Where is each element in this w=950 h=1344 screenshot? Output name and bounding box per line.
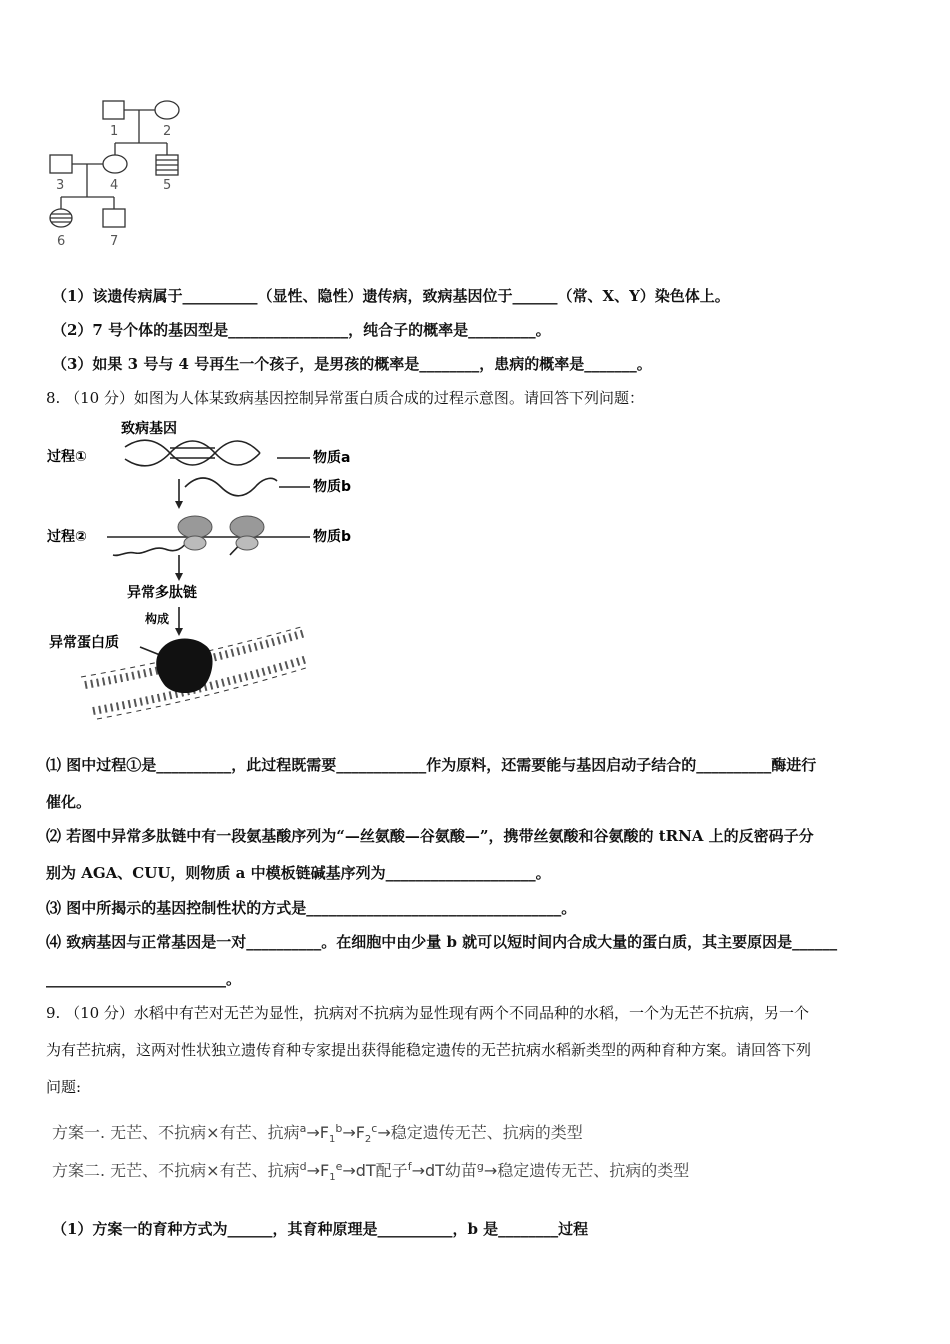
ribosome-2 bbox=[230, 516, 264, 550]
q9-stem-line1: 9. （10 分）水稻中有芒对无芒为显性，抗病对不抗病为显性现有两个不同品种的水稻，一个为无芒不抗病，另一个 bbox=[46, 1004, 809, 1022]
label-2: 2 bbox=[163, 124, 172, 139]
pedigree-diagram bbox=[40, 95, 200, 255]
scheme-one-step-b: b bbox=[335, 1122, 343, 1135]
label-7: 7 bbox=[110, 234, 119, 249]
label-gene: 致病基因 bbox=[121, 421, 177, 437]
q8-sub1-line1: ⑴ 图中过程①是__________，此过程既需要____________作为原料，还需要能与基因启动子结合的__________酶进行 bbox=[46, 756, 817, 774]
q7-part1: （1）该遗传病属于__________（显性、隐性）遗传病，致病基因位于______（常、X、Y）染色体上。 bbox=[52, 287, 730, 305]
label-1: 1 bbox=[110, 124, 119, 139]
q8-sub2-line1: ⑵ 若图中异常多肽链中有一段氨基酸序列为“—丝氨酸—谷氨酸—”，携带丝氨酸和谷氨酸的 tRNA 上的反密码子分 bbox=[46, 827, 814, 845]
label-3: 3 bbox=[56, 178, 65, 193]
scheme-one-f1: F bbox=[319, 1123, 329, 1142]
individual-4-female bbox=[103, 155, 127, 173]
scheme-two-step-f: f bbox=[407, 1160, 412, 1173]
label-substance-b2: 物质b bbox=[313, 529, 352, 545]
scheme-one-f2: F bbox=[355, 1123, 365, 1142]
individual-7-male bbox=[103, 209, 125, 227]
label-6: 6 bbox=[57, 234, 66, 249]
label-process2: 过程② bbox=[47, 529, 87, 545]
scheme-two-step-g: g bbox=[476, 1160, 484, 1173]
scheme-two-seedling: dT幼苗 bbox=[424, 1161, 477, 1180]
scheme-two-prefix: 方案二. 无芒、不抗病×有芒、抗病 bbox=[52, 1161, 300, 1180]
scheme-two-suffix: 稳定遗传无芒、抗病的类型 bbox=[497, 1161, 690, 1180]
label-process1: 过程① bbox=[47, 449, 87, 465]
q9-stem-line3: 问题: bbox=[46, 1078, 82, 1096]
label-protein: 异常蛋白质 bbox=[49, 635, 119, 651]
individual-3-male bbox=[50, 155, 72, 173]
label-polypeptide: 异常多肽链 bbox=[127, 585, 197, 601]
label-substance-a: 物质a bbox=[313, 450, 351, 466]
q7-part2: （2）7 号个体的基因型是________________，纯合子的概率是_________。 bbox=[52, 321, 551, 339]
q9-stem-line2: 为有芒抗病，这两对性状独立遗传育种专家提出获得能稳定遗传的无芒抗病水稻新类型的两种育种方案。请回答下列 bbox=[46, 1041, 812, 1059]
scheme-one-step-c: c bbox=[371, 1122, 378, 1135]
scheme-one-suffix: 稳定遗传无芒、抗病的类型 bbox=[390, 1123, 583, 1142]
scheme-one-step-a: a bbox=[299, 1122, 307, 1135]
scheme-two-gamete: dT配子 bbox=[355, 1161, 408, 1180]
gene-expression-diagram bbox=[45, 415, 375, 745]
q8-sub4-line2: ________________________。 bbox=[46, 970, 242, 988]
scheme-two-step-e: e bbox=[335, 1160, 343, 1173]
scheme-two: 方案二. 无芒、不抗病×有芒、抗病$^d\to F_1^e\to dT$配子$^f$→dT幼苗$^g$→稳定遗传无芒、抗病的类型 bbox=[52, 1160, 690, 1184]
q8-sub1-line2: 催化。 bbox=[46, 793, 92, 811]
q9-part1: （1）方案一的育种方式为______，其育种原理是__________，b 是________过程 bbox=[52, 1220, 589, 1238]
scheme-two-f1-sub: 1 bbox=[329, 1172, 336, 1184]
individual-1-male bbox=[103, 101, 124, 119]
label-substance-b1: 物质b bbox=[313, 479, 352, 495]
scheme-one-f1-sub: 1 bbox=[328, 1134, 336, 1146]
label-4: 4 bbox=[110, 178, 119, 193]
scheme-two-f1: F bbox=[319, 1161, 330, 1180]
scheme-one-prefix: 方案一. 无芒、不抗病×有芒、抗病 bbox=[52, 1123, 300, 1142]
scheme-two-step-d: d bbox=[299, 1160, 307, 1173]
q8-stem: 8. （10 分）如图为人体某致病基因控制异常蛋白质合成的过程示意图。请回答下列问题： bbox=[46, 389, 644, 407]
q7-part3: （3）如果 3 号与 4 号再生一个孩子，是男孩的概率是________，患病的概率是_______。 bbox=[52, 355, 652, 373]
label-constitutes: 构成 bbox=[145, 612, 170, 626]
ribosome-1 bbox=[178, 516, 212, 550]
q8-sub4-line1: ⑷ 致病基因与正常基因是一对__________。在细胞中由少量 b 就可以短时间内合成大量的蛋白质，其主要原因是______ bbox=[46, 933, 838, 951]
abnormal-protein bbox=[156, 639, 212, 694]
scheme-one-f2-sub: 2 bbox=[364, 1134, 372, 1146]
scheme-one: 方案一. 无芒、不抗病×有芒、抗病$^a\to F_1^b\to F_2^c\to$稳定遗传无芒、抗病的类型 bbox=[52, 1122, 583, 1146]
q8-sub2-line2: 别为 AGA、CUU，则物质 a 中模板链碱基序列为____________________。 bbox=[46, 864, 551, 882]
q8-sub3: ⑶ 图中所揭示的基因控制性状的方式是__________________________________。 bbox=[46, 899, 577, 917]
label-5: 5 bbox=[163, 178, 172, 193]
individual-2-female bbox=[155, 101, 179, 119]
